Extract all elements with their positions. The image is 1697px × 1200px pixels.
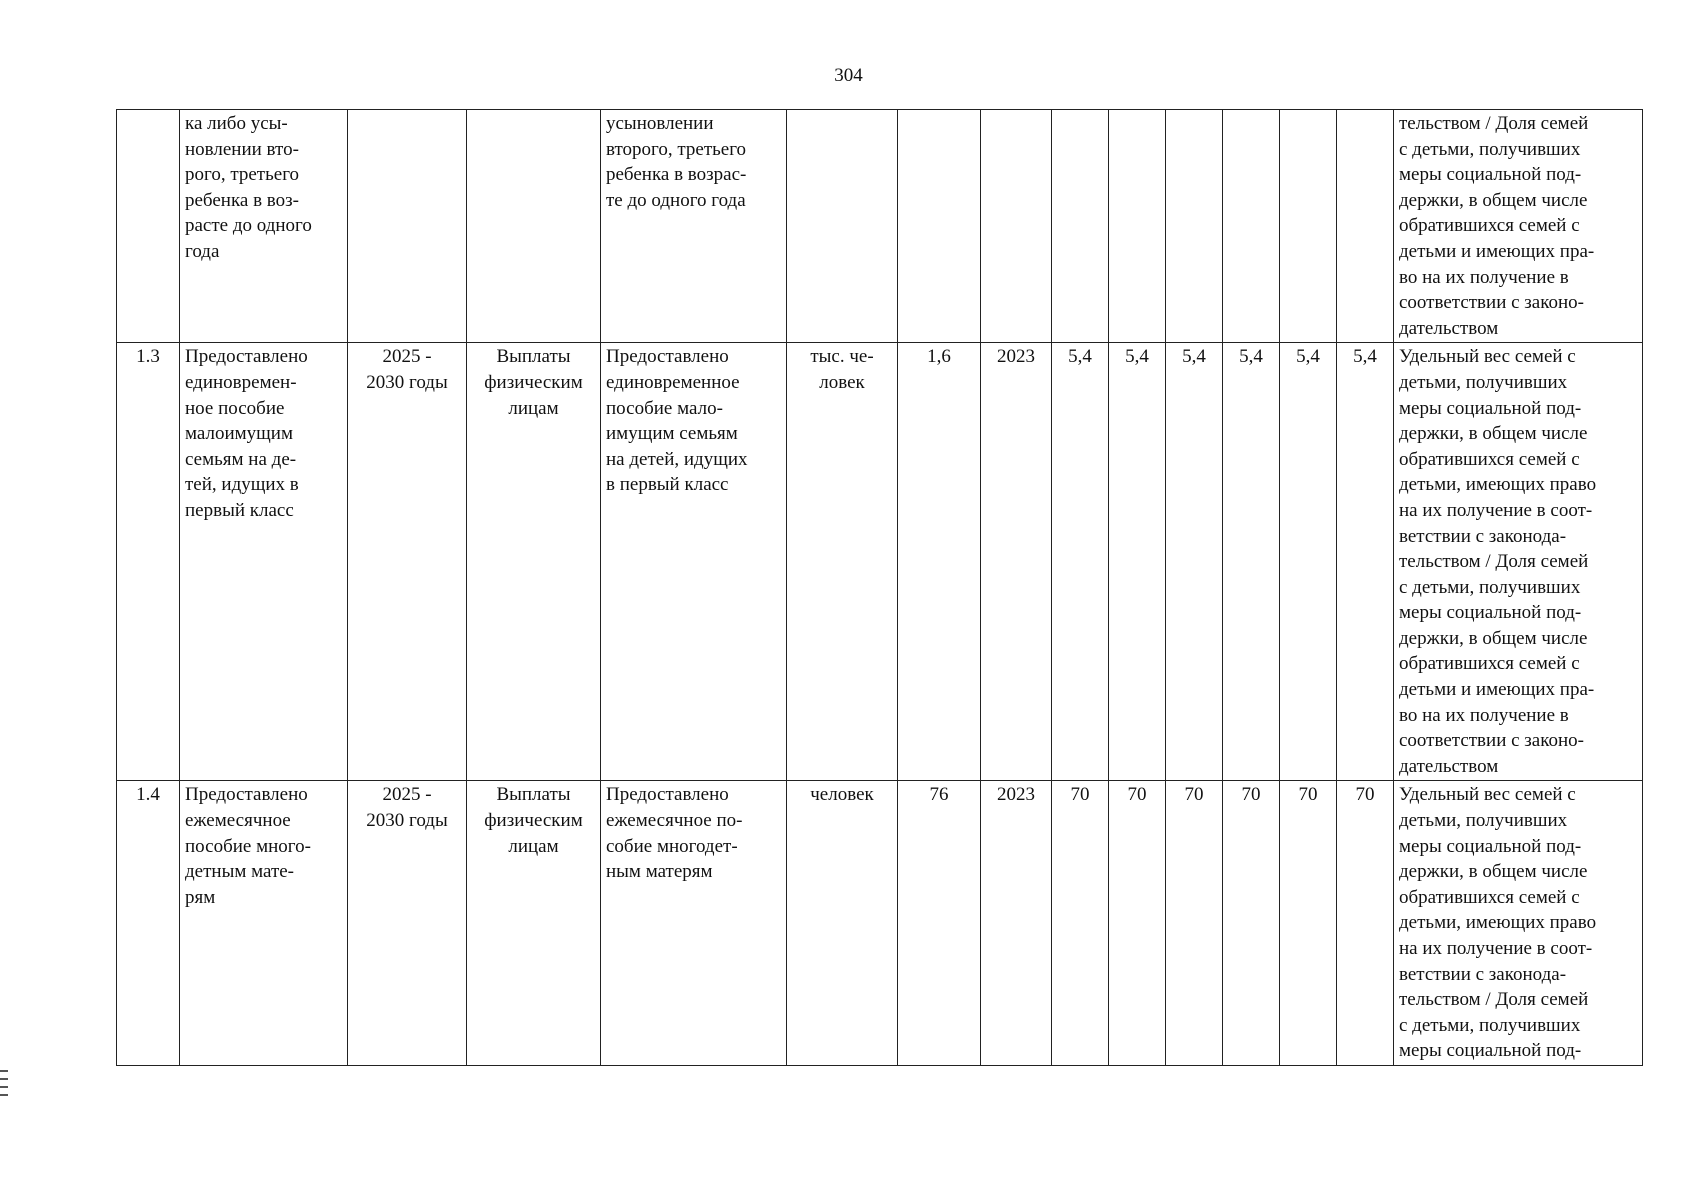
year-value: 70 xyxy=(1166,781,1223,1066)
measures-table xyxy=(116,109,1643,1066)
indicator: Удельный вес семей с детьми, получивших меры социальной под- держки, в общем числе обратившихся семей с детьми, имеющих право на их получение в соот- ветствии с законода- тельством / Доля семей с детьми, получивших меры социальной под- держки, в общем числе обратившихся семей с детьми и имеющих пра- во на их получение в соответствии с законо- дательством xyxy=(1394,343,1643,781)
year-value: 5,4 xyxy=(1052,343,1109,781)
row-number: 1.4 xyxy=(117,781,180,1066)
year-value: 70 xyxy=(1052,781,1109,1066)
margin-mark xyxy=(0,1094,8,1096)
year-value xyxy=(1337,110,1394,343)
measure-name: Предоставлено ежемесячное пособие много- детным мате- рям xyxy=(180,781,348,1066)
year-value xyxy=(1109,110,1166,343)
year-value: 5,4 xyxy=(1337,343,1394,781)
margin-mark xyxy=(0,1078,8,1080)
measure-type: Выплаты физическим лицам xyxy=(467,343,601,781)
unit: тыс. че- ловек xyxy=(787,343,898,781)
year-value xyxy=(1052,110,1109,343)
unit xyxy=(787,110,898,343)
year-value: 5,4 xyxy=(1280,343,1337,781)
margin-mark xyxy=(0,1086,8,1088)
unit: человек xyxy=(787,781,898,1066)
period: 2025 - 2030 годы xyxy=(348,781,467,1066)
year-value: 5,4 xyxy=(1166,343,1223,781)
table-row xyxy=(117,110,1643,343)
year-value: 70 xyxy=(1337,781,1394,1066)
margin-mark xyxy=(0,1070,8,1072)
year-value xyxy=(1166,110,1223,343)
period: 2025 - 2030 годы xyxy=(348,343,467,781)
row-number: 1.3 xyxy=(117,343,180,781)
year-value: 70 xyxy=(1223,781,1280,1066)
base-value: 76 xyxy=(898,781,981,1066)
year-value: 5,4 xyxy=(1223,343,1280,781)
result-description: Предоставлено ежемесячное по- собие многодет- ным матерям xyxy=(601,781,787,1066)
base-value: 1,6 xyxy=(898,343,981,781)
year-value xyxy=(1223,110,1280,343)
table-row xyxy=(117,343,1643,781)
measure-name: Предоставлено единовремен- ное пособие малоимущим семьям на де- тей, идущих в первый класс xyxy=(180,343,348,781)
row-number xyxy=(117,110,180,343)
table-row xyxy=(117,781,1643,1066)
result-description: усыновлении второго, третьего ребенка в возрас- те до одного года xyxy=(601,110,787,343)
base-year: 2023 xyxy=(981,781,1052,1066)
base-year: 2023 xyxy=(981,343,1052,781)
year-value: 70 xyxy=(1280,781,1337,1066)
binding-margin-marks xyxy=(0,1070,8,1104)
base-year xyxy=(981,110,1052,343)
measure-type xyxy=(467,110,601,343)
page-number: 304 xyxy=(834,65,863,86)
indicator: Удельный вес семей с детьми, получивших меры социальной под- держки, в общем числе обратившихся семей с детьми, имеющих право на их получение в соот- ветствии с законода- тельством / Доля семей с детьми, получивших меры социальной под- xyxy=(1394,781,1643,1066)
year-value: 5,4 xyxy=(1109,343,1166,781)
year-value: 70 xyxy=(1109,781,1166,1066)
measure-name: ка либо усы- новлении вто- рого, третьего ребенка в воз- расте до одного года xyxy=(180,110,348,343)
period xyxy=(348,110,467,343)
result-description: Предоставлено единовременное пособие мало- имущим семьям на детей, идущих в первый класс xyxy=(601,343,787,781)
indicator: тельством / Доля семей с детьми, получивших меры социальной под- держки, в общем числе обратившихся семей с детьми и имеющих пра- во на их получение в соответствии с законо- дательством xyxy=(1394,110,1643,343)
base-value xyxy=(898,110,981,343)
year-value xyxy=(1280,110,1337,343)
measure-type: Выплаты физическим лицам xyxy=(467,781,601,1066)
